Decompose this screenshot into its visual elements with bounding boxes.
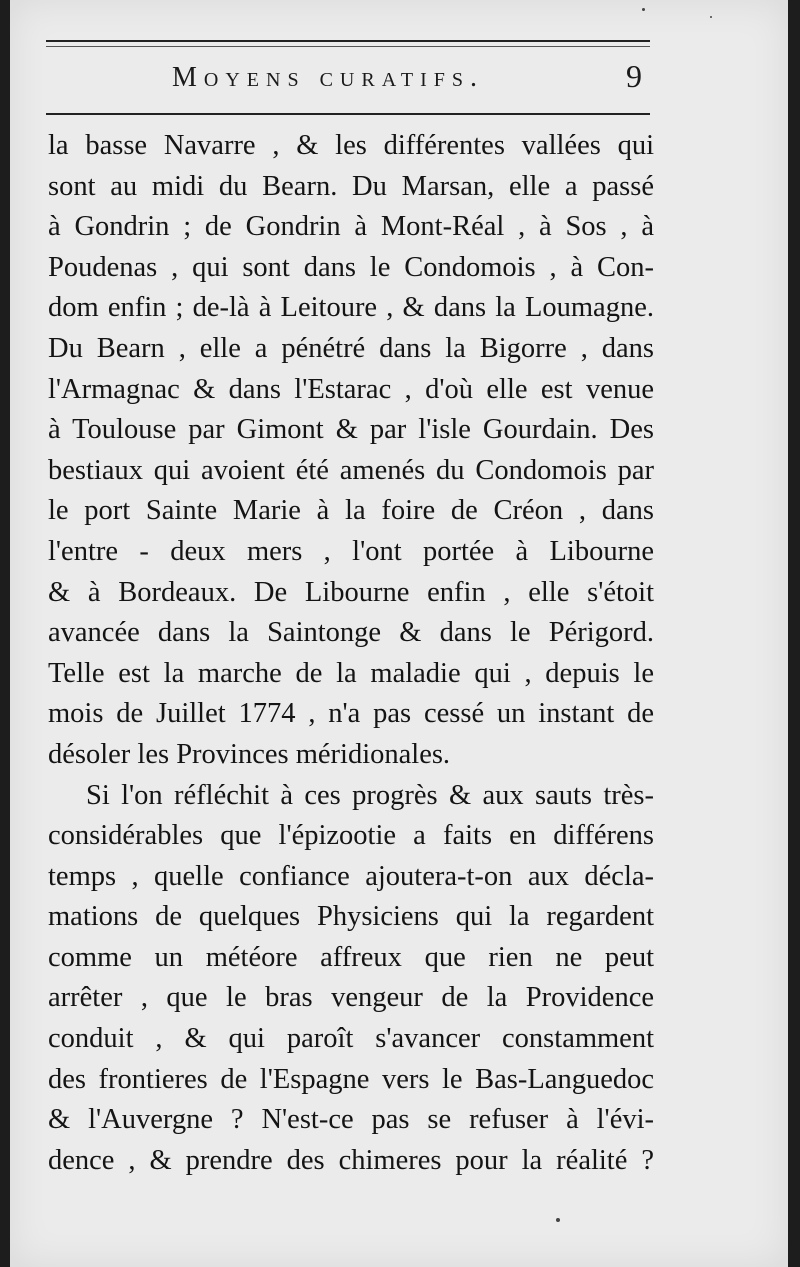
text-line: sont au midi du Bearn. Du Marsan, elle a passé xyxy=(48,170,654,202)
text-line: Telle est la marche de la maladie qui , depuis le xyxy=(48,657,654,689)
top-rule-thin xyxy=(46,46,650,47)
text-line: l'entre - deux mers , l'ont portée à Libourne xyxy=(48,535,654,567)
text-line: à Gondrin ; de Gondrin à Mont-Réal , à Sos , à xyxy=(48,211,654,243)
ink-speck xyxy=(556,1218,560,1222)
text-line: des frontieres de l'Espagne vers le Bas-Languedoc xyxy=(48,1063,654,1095)
top-rule xyxy=(46,40,650,42)
text-line: mois de Juillet 1774 , n'a pas cessé un instant de xyxy=(48,698,654,730)
text-line: Poudenas , qui sont dans le Condomois , à Con- xyxy=(48,251,654,283)
text-line: comme un météore affreux que rien ne peut xyxy=(48,941,654,973)
ink-speck xyxy=(710,16,712,18)
body-text xyxy=(48,126,654,1181)
text-line: bestiaux qui avoient été amenés du Condomois par xyxy=(48,454,654,486)
text-line: & à Bordeaux. De Libourne enfin , elle s'étoit xyxy=(48,576,654,608)
text-line: la basse Navarre , & les différentes vallées qui xyxy=(48,130,654,161)
running-title: Moyens curatifs. xyxy=(172,62,485,93)
paragraph-start-line: Si l'on réfléchit à ces progrès & aux sauts très- xyxy=(86,779,654,811)
text-line: dence , & prendre des chimeres pour la réalité ? xyxy=(48,1144,654,1176)
text-line: à Toulouse par Gimont & par l'isle Gourdain. Des xyxy=(48,414,654,446)
text-line: conduit , & qui paroît s'avancer constamment xyxy=(48,1023,654,1055)
text-line: le port Sainte Marie à la foire de Créon , dans xyxy=(48,495,654,527)
text-line: l'Armagnac & dans l'Estarac , d'où elle est venue xyxy=(48,373,654,405)
book-page xyxy=(10,0,788,1267)
page-number: 9 xyxy=(626,58,642,94)
text-line: Du Bearn , elle a pénétré dans la Bigorre , dans xyxy=(48,332,654,364)
header-rule xyxy=(46,113,650,115)
ink-speck xyxy=(642,8,645,11)
text-line: mations de quelques Physiciens qui la regardent xyxy=(48,901,654,933)
text-line: arrêter , que le bras vengeur de la Providence xyxy=(48,982,654,1014)
text-line: considérables que l'épizootie a faits en différens xyxy=(48,820,654,852)
text-line: dom enfin ; de-là à Leitoure , & dans la Loumagne. xyxy=(48,292,654,324)
text-line: avancée dans la Saintonge & dans le Périgord. xyxy=(48,617,654,649)
text-line: temps , quelle confiance ajoutera-t-on aux décla- xyxy=(48,860,654,892)
text-line: & l'Auvergne ? N'est-ce pas se refuser à l'évi- xyxy=(48,1104,654,1136)
paragraph-end-line: désoler les Provinces méridionales. xyxy=(48,738,451,770)
